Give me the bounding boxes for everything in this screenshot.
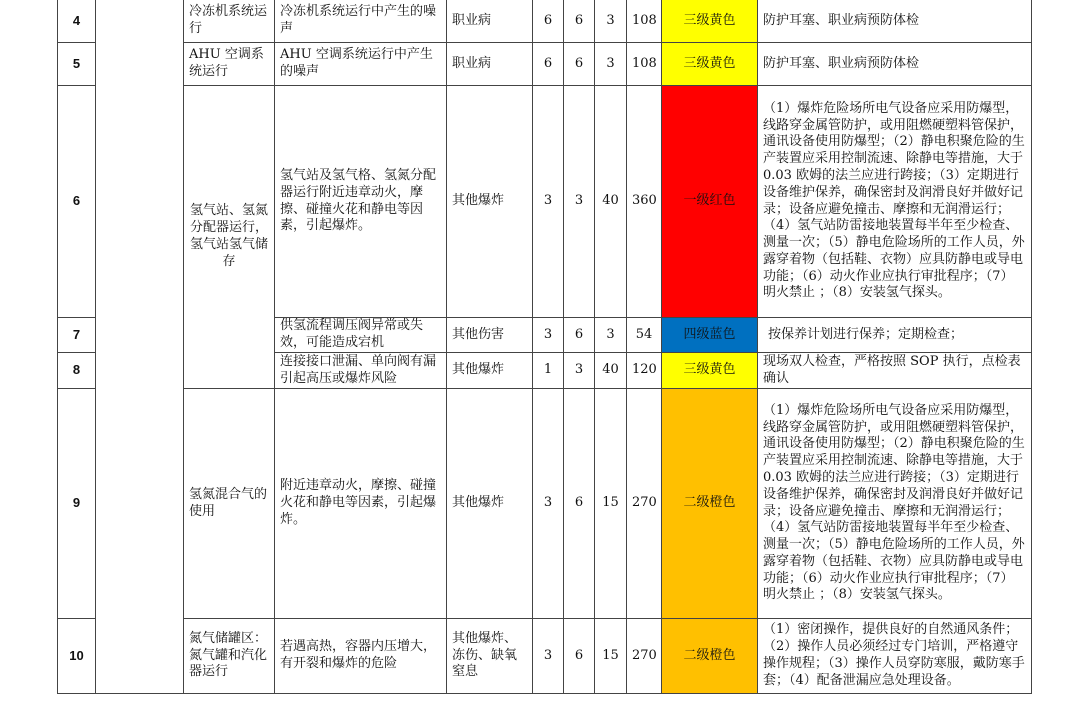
e-value-cell: 3 — [564, 353, 595, 389]
c-value-cell: 3 — [595, 318, 627, 353]
l-value-cell: 3 — [533, 318, 564, 353]
hazard-cell: 附近违章动火，摩擦、碰撞火花和静电等因素，引起爆炸。 — [275, 389, 447, 619]
d-value-cell: 270 — [627, 389, 662, 619]
c-value-cell: 3 — [595, 43, 627, 86]
hazard-cell: 若遇高热，容器内压增大，有开裂和爆炸的危险 — [275, 619, 447, 694]
table-row — [58, 389, 1032, 619]
activity-cell: 氢氮混合气的使用 — [184, 389, 275, 619]
l-value-cell: 3 — [533, 86, 564, 318]
risk-level-badge: 三级黄色 — [662, 0, 758, 43]
d-value-cell: 270 — [627, 619, 662, 694]
row-number: 6 — [58, 86, 96, 318]
table-row — [58, 43, 1032, 86]
row-number: 7 — [58, 318, 96, 353]
e-value-cell: 6 — [564, 0, 595, 43]
control-measure-cell: （1）爆炸危险场所电气设备应采用防爆型，线路穿金属管防护，或用阻燃硬塑料管保护，通讯设备使用防爆型；（2）静电积聚危险的生产装置应采用控制流速、除静电等措施，大于 0.03 欧姆的法兰应进行跨接；（3）定期进行设备维护保养，确保密封及润滑良好并做好记录；设备应避免撞击、摩擦和无润滑运行；（4）氢气站防雷接地装置每半年至少检查、测量一次；（5）静电危险场所的工作人员，外露穿着物（包括鞋、衣物）应具防静电或导电功能；（6）动火作业应执行审批程序；（7）明火禁止 ；（8）安装氢气探头。 — [758, 86, 1032, 318]
d-value-cell: 108 — [627, 0, 662, 43]
l-value-cell: 3 — [533, 389, 564, 619]
control-measure-cell: 防护耳塞、职业病预防体检 — [758, 0, 1032, 43]
risk-level-badge: 四级蓝色 — [662, 318, 758, 353]
e-value-cell: 6 — [564, 619, 595, 694]
d-value-cell: 108 — [627, 43, 662, 86]
l-value-cell: 6 — [533, 0, 564, 43]
hazard-cell: AHU 空调系统运行中产生的噪声 — [275, 43, 447, 86]
risk-level-badge: 三级黄色 — [662, 43, 758, 86]
control-measure-cell: （1）密闭操作，提供良好的自然通风条件；（2）操作人员必须经过专门培训，严格遵守操作规程；（3）操作人员穿防寒服，戴防寒手套；（4）配备泄漏应急处理设备。 — [758, 619, 1032, 694]
risk-level-badge: 三级黄色 — [662, 353, 758, 389]
accident-type-cell: 职业病 — [447, 43, 533, 86]
activity-cell: AHU 空调系统运行 — [184, 43, 275, 86]
activity-cell: 氢气站、氢氮分配器运行，氢气站氢气储存 — [184, 86, 275, 389]
accident-type-cell: 其他爆炸 — [447, 353, 533, 389]
hazard-cell: 冷冻机系统运行中产生的噪声 — [275, 0, 447, 43]
control-measure-cell: 按保养计划进行保养；定期检查； — [758, 318, 1032, 353]
control-measure-cell: 防护耳塞、职业病预防体检 — [758, 43, 1032, 86]
c-value-cell: 40 — [595, 86, 627, 318]
l-value-cell: 3 — [533, 619, 564, 694]
accident-type-cell: 其他爆炸 — [447, 86, 533, 318]
accident-type-cell: 其他爆炸、冻伤、缺氧窒息 — [447, 619, 533, 694]
l-value-cell: 6 — [533, 43, 564, 86]
control-measure-cell: 现场双人检查，严格按照 SOP 执行，点检表确认 — [758, 353, 1032, 389]
row-number: 5 — [58, 43, 96, 86]
row-number: 8 — [58, 353, 96, 389]
table-row — [58, 619, 1032, 694]
risk-level-badge: 二级橙色 — [662, 619, 758, 694]
blank-column-cell — [96, 0, 184, 694]
risk-level-badge: 二级橙色 — [662, 389, 758, 619]
c-value-cell: 40 — [595, 353, 627, 389]
e-value-cell: 6 — [564, 389, 595, 619]
d-value-cell: 54 — [627, 318, 662, 353]
d-value-cell: 120 — [627, 353, 662, 389]
accident-type-cell: 其他伤害 — [447, 318, 533, 353]
row-number: 10 — [58, 619, 96, 694]
hazard-cell: 氢气站及氢气格、氢氮分配器运行附近违章动火，摩擦、碰撞火花和静电等因素，引起爆炸。 — [275, 86, 447, 318]
activity-cell: 冷冻机系统运行 — [184, 0, 275, 43]
accident-type-cell: 其他爆炸 — [447, 389, 533, 619]
hazard-cell: 连接接口泄漏、单向阀有漏引起高压或爆炸风险 — [275, 353, 447, 389]
c-value-cell: 15 — [595, 389, 627, 619]
e-value-cell: 6 — [564, 318, 595, 353]
accident-type-cell: 职业病 — [447, 0, 533, 43]
l-value-cell: 1 — [533, 353, 564, 389]
table-row — [58, 86, 1032, 318]
row-number: 9 — [58, 389, 96, 619]
e-value-cell: 6 — [564, 43, 595, 86]
d-value-cell: 360 — [627, 86, 662, 318]
table-row — [58, 0, 1032, 43]
risk-assessment-table — [57, 0, 1032, 694]
row-number: 4 — [58, 0, 96, 43]
hazard-cell: 供氢流程调压阀异常或失效，可能造成宕机 — [275, 318, 447, 353]
c-value-cell: 15 — [595, 619, 627, 694]
e-value-cell: 3 — [564, 86, 595, 318]
c-value-cell: 3 — [595, 0, 627, 43]
control-measure-cell: （1）爆炸危险场所电气设备应采用防爆型，线路穿金属管防护，或用阻燃硬塑料管保护，通讯设备使用防爆型；（2）静电积聚危险的生产装置应采用控制流速、除静电等措施，大于 0.03 欧姆的法兰应进行跨接；（3）定期进行设备维护保养，确保密封及润滑良好并做好记录；设备应避免撞击、摩擦和无润滑运行；（4）氢气站防雷接地装置每半年至少检查、测量一次；（5）静电危险场所的工作人员，外露穿着物（包括鞋、衣物）应具防静电或导电功能；（6）动火作业应执行审批程序；（7）明火禁止 ；（8）安装氢气探头。 — [758, 389, 1032, 619]
activity-cell: 氮气储罐区：氮气罐和汽化器运行 — [184, 619, 275, 694]
risk-level-badge: 一级红色 — [662, 86, 758, 318]
